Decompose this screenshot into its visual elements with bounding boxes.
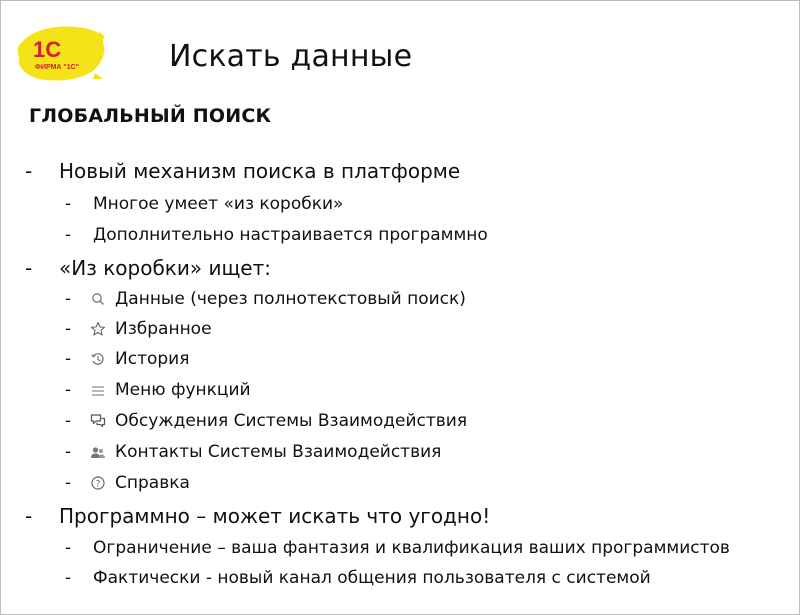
list-item-text: История [115,349,190,369]
help-icon [90,475,106,491]
history-icon [90,351,106,367]
bullet-dash: - [25,504,33,528]
list-item-text: Справка [115,473,190,493]
page-title: Искать данные [169,39,413,74]
bullet-dash: - [25,159,33,183]
list-item-text: Дополнительно настраивается программно [93,225,488,245]
list-item-text: Многое умеет «из коробки» [93,194,344,214]
logo-brand-text: 1С [33,37,62,62]
bullet-dash: - [65,568,72,588]
list-item-text: Избранное [115,319,212,339]
list-item-text: Новый механизм поиска в платформе [59,159,461,183]
bullet-dash: - [65,289,72,309]
bullet-dash: - [25,256,33,280]
list-item-text: «Из коробки» ищет: [59,256,271,280]
bullet-dash: - [65,442,72,462]
menu-icon [90,382,106,398]
list-item-text: Меню функций [115,380,251,400]
bullet-dash: - [65,411,72,431]
list-item-text: Ограничение – ваша фантазия и квалификация ваших программистов [93,538,730,558]
section-heading: ГЛОБАЛЬНЫЙ ПОИСК [29,105,272,127]
bullet-dash: - [65,225,72,245]
list-item-text: Фактически - новый канал общения пользователя с системой [93,568,651,588]
star-icon [90,321,106,337]
bullet-dash: - [65,380,72,400]
list-item-text: Программно – может искать что угодно! [59,504,491,528]
bullet-dash: - [65,319,72,339]
discussion-icon [90,413,106,429]
contacts-icon [90,444,106,460]
svg-text:?: ? [95,479,101,490]
list-item-text: Контакты Системы Взаимодействия [115,442,442,462]
bullet-dash: - [65,538,72,558]
bullet-dash: - [65,473,72,493]
logo-sub-text: ФИРМА "1С" [35,64,79,71]
list-item-text: Данные (через полнотекстовый поиск) [115,289,466,309]
1c-logo [15,23,107,85]
search-icon [90,291,106,307]
bullet-dash: - [65,349,72,369]
bullet-dash: - [65,194,72,214]
list-item-text: Обсуждения Системы Взаимодействия [115,411,468,431]
